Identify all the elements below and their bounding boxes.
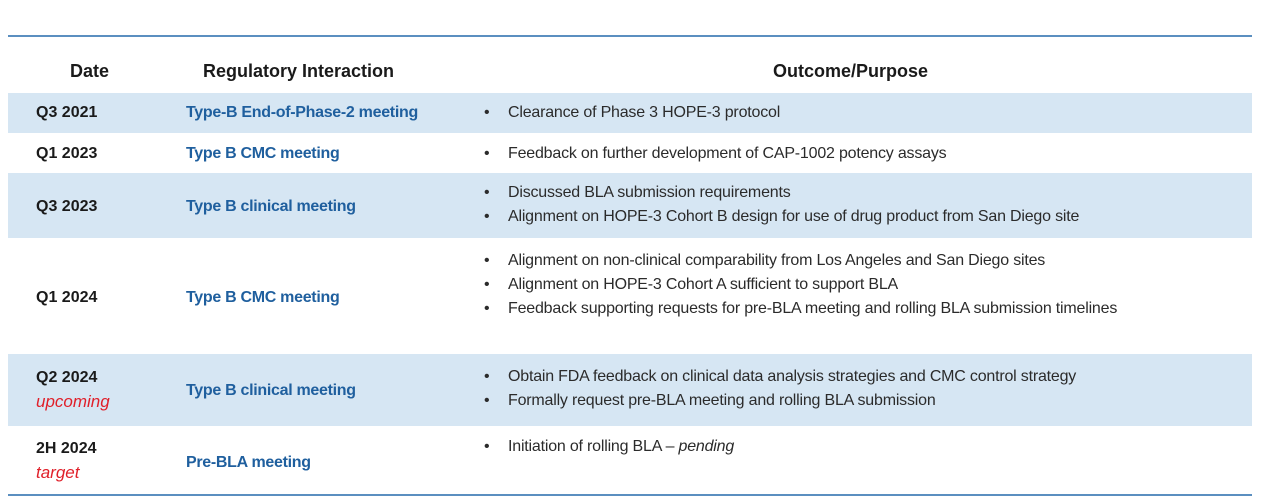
- header-regulatory-interaction: Regulatory Interaction: [203, 61, 395, 81]
- row-date: [36, 195, 97, 219]
- bottom-rule: [8, 494, 1252, 496]
- date-label: Q1 2023: [36, 145, 98, 162]
- row-date: [36, 101, 97, 125]
- row-outcomes: [478, 435, 1238, 459]
- outcome-text: Initiation of rolling BLA –: [508, 438, 679, 455]
- date-label: Q2 2024: [36, 369, 98, 386]
- table-row: [8, 354, 1252, 426]
- row-date: [36, 142, 97, 166]
- header-outcome-purpose: Outcome/Purpose: [773, 61, 929, 81]
- table-row: [8, 93, 1252, 133]
- header-date: Date: [70, 61, 110, 81]
- outcome-item: • Alignment on non-clinical comparability from Los Angeles and San Diego sites: [478, 249, 1118, 273]
- outcome-item: • Clearance of Phase 3 HOPE-3 protocol: [478, 101, 1238, 125]
- row-outcomes: [478, 365, 1238, 413]
- top-rule: [8, 35, 1252, 37]
- row-interaction: Type B CMC meeting: [186, 289, 340, 306]
- table-row: [8, 426, 1252, 494]
- date-label: Q1 2024: [36, 289, 98, 306]
- outcome-item: • Formally request pre-BLA meeting and rolling BLA submission: [478, 389, 1238, 413]
- outcome-item: • Feedback on further development of CAP-1002 potency assays: [478, 142, 1238, 166]
- table-row: [8, 133, 1252, 173]
- date-label: Q3 2023: [36, 198, 98, 215]
- row-interaction: Pre-BLA meeting: [186, 454, 311, 471]
- outcome-item: [478, 435, 1238, 459]
- date-label: 2H 2024: [36, 440, 97, 457]
- row-date: [36, 286, 97, 310]
- date-label: Q3 2021: [36, 104, 98, 121]
- row-outcomes: [478, 249, 1118, 321]
- row-date: [36, 366, 110, 414]
- row-interaction: Type-B End-of-Phase-2 meeting: [186, 104, 418, 121]
- outcome-item: • Alignment on HOPE-3 Cohort A sufficient to support BLA: [478, 273, 1118, 297]
- date-status-note: upcoming: [36, 392, 110, 411]
- outcome-item: • Obtain FDA feedback on clinical data analysis strategies and CMC control strategy: [478, 365, 1238, 389]
- outcome-item: • Feedback supporting requests for pre-BLA meeting and rolling BLA submission timelines: [478, 297, 1118, 321]
- row-interaction: Type B clinical meeting: [186, 382, 356, 399]
- row-outcomes: [478, 142, 1238, 166]
- table-header: [8, 55, 1252, 91]
- date-status-note: target: [36, 463, 80, 482]
- outcome-item: • Alignment on HOPE-3 Cohort B design for use of drug product from San Diego site: [478, 205, 1238, 229]
- table-row: [8, 173, 1252, 238]
- row-outcomes: [478, 181, 1238, 229]
- row-interaction: Type B CMC meeting: [186, 145, 340, 162]
- outcome-emphasis: pending: [678, 438, 735, 455]
- row-interaction: Type B clinical meeting: [186, 198, 356, 215]
- outcome-item: • Discussed BLA submission requirements: [478, 181, 1238, 205]
- row-date: [36, 437, 97, 485]
- table-row: [8, 238, 1252, 354]
- row-outcomes: [478, 101, 1238, 125]
